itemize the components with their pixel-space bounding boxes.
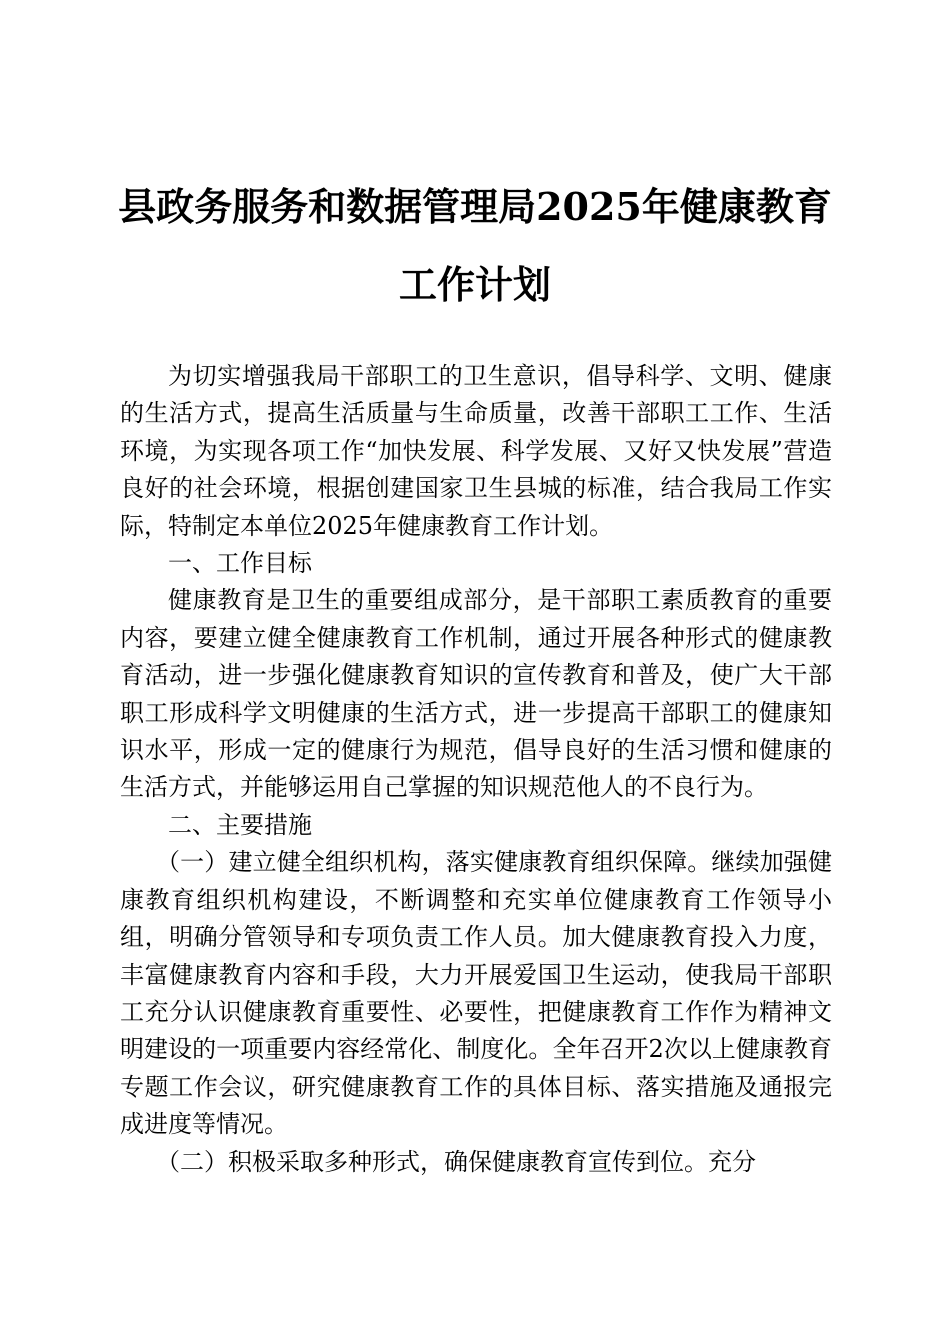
section-heading-measures: 二、主要措施 xyxy=(168,810,312,839)
document-title: 县政务服务和数据管理局2025年健康教育工作计划 xyxy=(118,184,832,307)
measure-paragraph-1: （一）建立健全组织机构，落实健康教育组织保障。继续加强健康教育组织机构建设，不断调整和充实单位健康教育工作领导小组，明确分管领导和专项负责工作人员。加大健康教育投入力度，丰富健康教育内容和手段，大力开展爱国卫生运动，使我局干部职工充分认识健康教育重要性、必要性，把健康教育工作作为精神文明建设的一项重要内容经常化、制度化。全年召开2次以上健康教育专题工作会议，研究健康教育工作的具体目标、落实措施及通报完成进度等情况。 xyxy=(120,848,832,1139)
section-heading-goals: 一、工作目标 xyxy=(168,549,312,578)
document-body xyxy=(120,358,832,1181)
goals-paragraph: 健康教育是卫生的重要组成部分，是干部职工素质教育的重要内容，要建立健全健康教育工作机制，通过开展各种形式的健康教育活动，进一步强化健康教育知识的宣传教育和普及，使广大干部职工形成科学文明健康的生活方式，进一步提高干部职工的健康知识水平，形成一定的健康行为规范，倡导良好的生活习惯和健康的生活方式，并能够运用自己掌握的知识规范他人的不良行为。 xyxy=(120,586,832,802)
measure-paragraph-2: （二）积极采取多种形式，确保健康教育宣传到位。充分 xyxy=(156,1147,756,1176)
intro-paragraph: 为切实增强我局干部职工的卫生意识，倡导科学、文明、健康的生活方式，提高生活质量与生命质量，改善干部职工工作、生活环境，为实现各项工作“加快发展、科学发展、又好又快发展”营造良好的社会环境，根据创建国家卫生县城的标准，结合我局工作实际，特制定本单位2025年健康教育工作计划。 xyxy=(120,362,832,540)
